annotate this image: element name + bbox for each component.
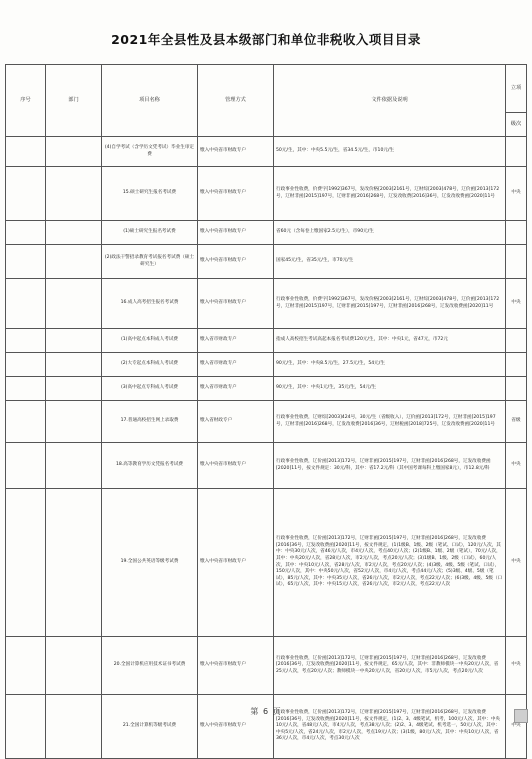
- row-dept-cell: [46, 329, 102, 353]
- row-dept-cell: [46, 167, 102, 221]
- row-dept-cell: [46, 279, 102, 329]
- row-seq-cell: [6, 137, 46, 167]
- row-level-cell: [506, 221, 527, 245]
- row-basis-cell: 行政事业性收费，价费字[1992]367号，发改价格[2003]2161号，辽财综[2003]478号，辽价函[2013]172号，辽财非函[2015]197号，辽财非函[2015]197号，辽财非函[2016]268号，辽发改收费函[2020]11号: [274, 279, 506, 329]
- row-name-cell: 21.全国计算机等级考试费: [102, 695, 198, 759]
- row-level-cell: [506, 329, 527, 353]
- table-row: [6, 377, 527, 401]
- row-dept-cell: [46, 637, 102, 695]
- table-row: [6, 353, 527, 377]
- row-seq-cell: [6, 353, 46, 377]
- row-mgmt-cell: 缴入省市财政专户: [198, 353, 274, 377]
- table-row: [6, 695, 527, 759]
- header-name: 项目名称: [102, 65, 198, 137]
- row-mgmt-cell: 缴入中央省市财政专户: [198, 167, 274, 221]
- row-name-cell: (2)大专起点本科成人考试费: [102, 353, 198, 377]
- header-seq: 序号: [6, 65, 46, 137]
- page-number: 第 6 页: [250, 707, 282, 716]
- row-level-cell: 中央: [506, 637, 527, 695]
- row-seq-cell: [6, 489, 46, 637]
- header-basis: 文件依据及说明: [274, 65, 506, 137]
- row-level-cell: [506, 353, 527, 377]
- row-name-cell: 17.普通高校招生网上录取费: [102, 401, 198, 443]
- row-dept-cell: [46, 695, 102, 759]
- row-level-cell: 中央: [506, 279, 527, 329]
- page-corner-mark: [514, 709, 528, 723]
- row-level-cell: 中央: [506, 443, 527, 489]
- row-dept-cell: [46, 401, 102, 443]
- row-name-cell: (4)自学考试（含学历文凭考试）毕业生审定费: [102, 137, 198, 167]
- row-dept-cell: [46, 489, 102, 637]
- row-dept-cell: [46, 443, 102, 489]
- row-mgmt-cell: 缴入中央省市财政专户: [198, 221, 274, 245]
- header-level-bottom: 级次: [506, 113, 527, 137]
- table-row: [6, 167, 527, 221]
- table-row: [6, 329, 527, 353]
- row-name-cell: (2)政法干警招录教育考试报名考试费（硕士研究生）: [102, 245, 198, 279]
- row-level-cell: 中央: [506, 489, 527, 637]
- row-mgmt-cell: 缴入中央省市财政专户: [198, 137, 274, 167]
- row-name-cell: (3)高中起点专科成人考试费: [102, 377, 198, 401]
- row-level-cell: 中央: [506, 167, 527, 221]
- row-basis-cell: 行政事业性收费，辽价函[2013]172号，辽财非函[2015]197号，辽财非函[2016]268号，辽发改收费[2016]36号，辽发改收费函[2020]11号，按文件规定，65元/人次，其中：非教师模块一中央20元/人次，省25元/人次，考点20元/人次；教师模块一中央20元/人次，省20元/人次，市5元/人次，考点20元/人次: [274, 637, 506, 695]
- row-basis-cell: 指成人高校招生考试高起本报名考试费120元/生，其中：中央1元，省47元，市72元: [274, 329, 506, 353]
- row-basis-cell: 省60元（含每卷上缴国家2.5元/生），市90元/生: [274, 221, 506, 245]
- row-mgmt-cell: 缴入中央省市财政专户: [198, 443, 274, 489]
- row-mgmt-cell: 缴入中央省市财政专户: [198, 279, 274, 329]
- header-dept: 部门: [46, 65, 102, 137]
- row-mgmt-cell: 缴入省市财政专户: [198, 377, 274, 401]
- row-name-cell: 16.成人高考招生报名考试费: [102, 279, 198, 329]
- row-seq-cell: [6, 329, 46, 353]
- table-header-row: [6, 65, 527, 113]
- row-dept-cell: [46, 377, 102, 401]
- row-basis-cell: 行政事业性收费，辽价函[2013]172号，辽财非函[2015]197号，辽财非函[2016]268号，辽发改收费[2016]36号，辽发改收费函[2020]11号，按文件规定，(1)2、3、4级笔试，机考，100元/人次，其中：中央10元/人次，省48元/人次，市4元/人次，考点38元/人次；(2)2、3、4级笔试、机考选一，50元/人次，其中：中央5元/人次，省24元/人次，市2元/人次，考点19元/人次；(3)1级，80元/人次，其中：中央10元/人次，省36元/人次，市4元/人次，考点30元/人次: [274, 695, 506, 759]
- table-row: [6, 279, 527, 329]
- row-basis-cell: 行政事业性收费，辽价函[2013]172号，辽财非函[2015]197号，辽财非函[2016]268号，辽发改收费函[2020]11号，按文件规定：30元/科，其中：省17.2元/科（其中国考课每科上缴国家8元），市12.8元/科: [274, 443, 506, 489]
- row-dept-cell: [46, 245, 102, 279]
- row-level-cell: [506, 137, 527, 167]
- row-level-cell: 省级: [506, 401, 527, 443]
- row-name-cell: 19.全国公共英语等级考试费: [102, 489, 198, 637]
- row-mgmt-cell: 缴入中央省市财政专户: [198, 245, 274, 279]
- row-seq-cell: [6, 377, 46, 401]
- row-seq-cell: [6, 443, 46, 489]
- row-name-cell: 18.高等教育学历文凭报名考试费: [102, 443, 198, 489]
- row-dept-cell: [46, 221, 102, 245]
- row-mgmt-cell: 缴入中央省市财政专户: [198, 489, 274, 637]
- row-seq-cell: [6, 167, 46, 221]
- row-basis-cell: 90元/生，其中：中央8.5元/生，27.5元/生，54元/生: [274, 353, 506, 377]
- fee-directory-table: [5, 64, 527, 759]
- row-basis-cell: 行政事业性收费，价费字[1992]367号，发改价格[2003]2161号，辽财综[2003]478号，辽价函[2013]172号，辽财非函[2015]197号，辽财非函[2016]268号，辽发改收费[2016]36号，辽发改收费函[2020]11号: [274, 167, 506, 221]
- row-seq-cell: [6, 695, 46, 759]
- row-basis-cell: 国家45元/生，省35元/生，市70元/生: [274, 245, 506, 279]
- row-name-cell: (1)高中起点本科成人考试费: [102, 329, 198, 353]
- row-level-cell: [506, 245, 527, 279]
- row-seq-cell: [6, 221, 46, 245]
- table-row: [6, 637, 527, 695]
- row-basis-cell: 50元/生，其中：中央5.5元/生，省34.5元/生，市10元/生: [274, 137, 506, 167]
- header-level-top: 立项: [506, 65, 527, 113]
- row-basis-cell: 行政事业性收费，辽财综[2003]424号，30元/生（省级收入），辽价函[2013]172号，辽财非函[2015]197号，辽财非函[2016]268号，辽发改收费[2016]36号，辽财税函[2018]725号，辽发改收费函[2020]11号: [274, 401, 506, 443]
- row-mgmt-cell: 缴入中央省市财政专户: [198, 637, 274, 695]
- table-row: [6, 489, 527, 637]
- table-row: [6, 401, 527, 443]
- row-level-cell: 中央: [506, 695, 527, 759]
- row-mgmt-cell: 缴入省市财政专户: [198, 329, 274, 353]
- row-dept-cell: [46, 353, 102, 377]
- row-seq-cell: [6, 637, 46, 695]
- header-mgmt: 管理方式: [198, 65, 274, 137]
- page-title: 2021年全县性及县本级部门和单位非税收入项目目录: [111, 32, 421, 47]
- row-mgmt-cell: 缴入省财政专户: [198, 401, 274, 443]
- row-dept-cell: [46, 137, 102, 167]
- table-row: [6, 245, 527, 279]
- table-row: [6, 443, 527, 489]
- row-basis-cell: 行政事业性收费，辽价函[2013]172号，辽财非函[2015]197号，辽财非函[2016]268号，辽发改收费[2016]36号，辽发改收费函[2020]11号，按文件规定，(1)1级B、1级、2级（笔试、口试），120元/人次，其中：中央30元/人次，省46元/人次，市4元/人次，考点40元/人次；(2)1级B、1级、2级（笔试），70元/人次，其中：中央20元/人次，省28元/人次，市2元/人次，考点20元/人次；(3)1级B、1级、2级（口试），60元/人次，其中：中央10元/人次，省28元/人次，市2元/人次，考点20元/人次；(4)3级、4级、5级（笔试、口试），150元/人次，其中：中央50元/人次，省52元/人次，市4元/人次，考点44元/人次；(5)3级、4级、5级（笔试），85元/人次，其中：中央35元/人次，省26元/人次，市2元/人次，考点22元/人次；(6)3级、4级、5级（口试），65元/人次，其中：中央15元/人次，省26元/人次，市2元/人次，考点22元/人次: [274, 489, 506, 637]
- row-name-cell: (1)硕士研究生报名考试费: [102, 221, 198, 245]
- table-row: [6, 221, 527, 245]
- row-seq-cell: [6, 245, 46, 279]
- row-level-cell: [506, 377, 527, 401]
- row-seq-cell: [6, 279, 46, 329]
- row-name-cell: 20.全国计算机应用技术证书考试费: [102, 637, 198, 695]
- row-name-cell: 15.硕士研究生报名考试费: [102, 167, 198, 221]
- table-row: [6, 137, 527, 167]
- row-mgmt-cell: 缴入中央省市财政专户: [198, 695, 274, 759]
- row-basis-cell: 90元/生，其中：中央1元/生，35元/生，54元/生: [274, 377, 506, 401]
- row-seq-cell: [6, 401, 46, 443]
